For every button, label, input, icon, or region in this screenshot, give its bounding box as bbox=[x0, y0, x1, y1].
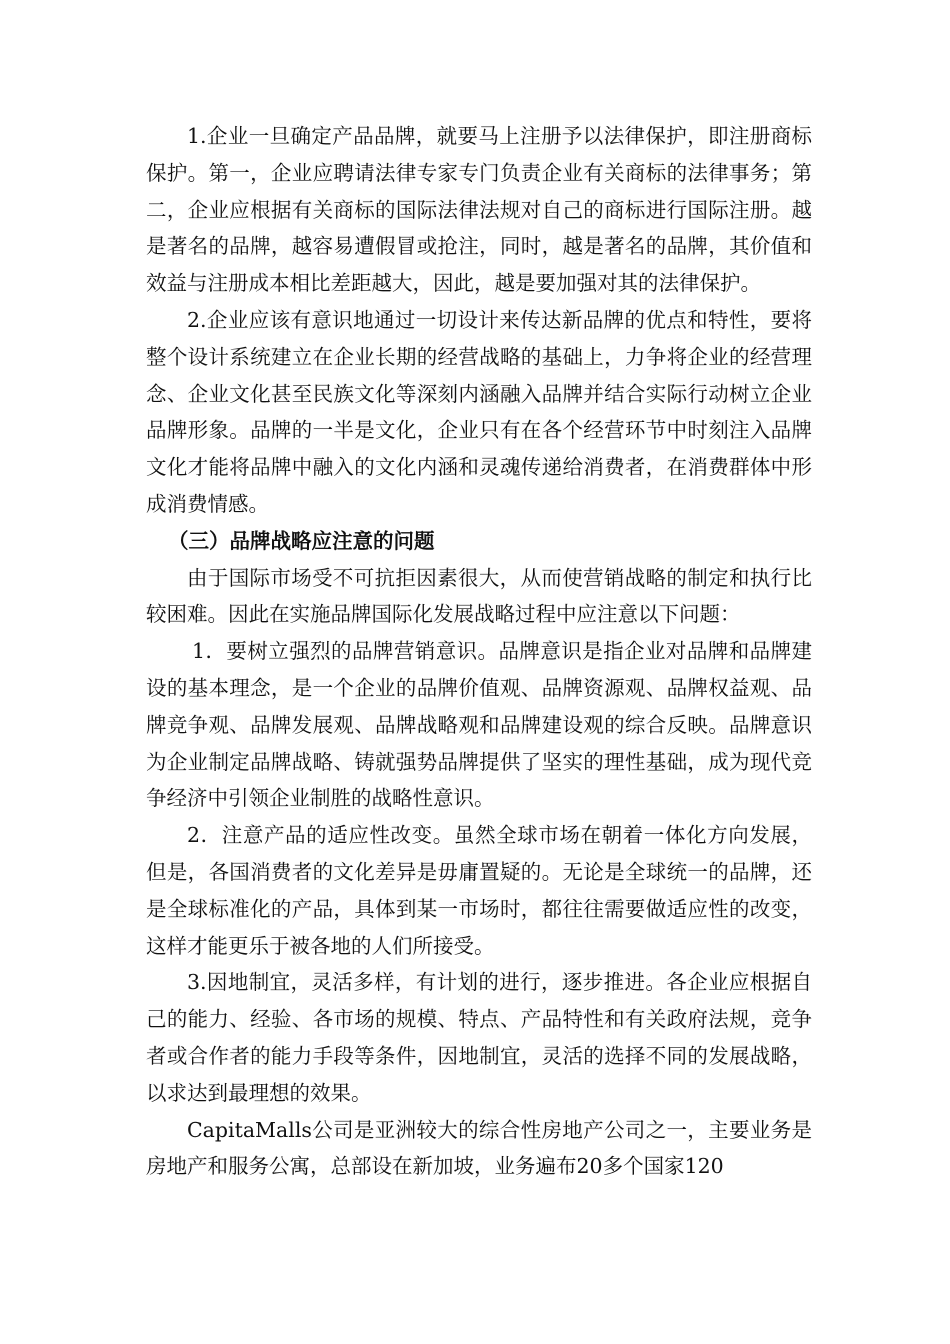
paragraph-capitamalls: CapitaMalls公司是亚洲较大的综合性房地产公司之一，主要业务是房地产和服务公寓，总部设在新加坡，业务遍布20多个国家120 bbox=[146, 1117, 812, 1179]
paragraph-intro: 由于国际市场受不可抗拒因素很大，从而使营销战略的制定和执行比较困难。因此在实施品牌国际化发展战略过程中应注意以下问题： bbox=[146, 565, 812, 627]
paragraph-product-adaptation: 2．注意产品的适应性改变。虽然全球市场在朝着一体化方向发展，但是，各国消费者的文化差异是毋庸置疑的。无论是全球统一的品牌，还是全球标准化的产品，具体到某一市场时，都往往需要做适应性的改变，这样才能更乐于被各地的人们所接受。 bbox=[146, 823, 812, 958]
paragraph-brand-awareness: 1．要树立强烈的品牌营销意识。品牌意识是指企业对品牌和品牌建设的基本理念，是一个企业的品牌价值观、品牌资源观、品牌权益观、品牌竞争观、品牌发展观、品牌战略观和品牌建设观的综合反映。品牌意识为企业制定品牌战略、铸就强势品牌提供了坚实的理性基础，成为现代竞争经济中引领企业制胜的战略性意识。 bbox=[146, 639, 812, 811]
paragraph-local-conditions: 3.因地制宜，灵活多样，有计划的进行，逐步推进。各企业应根据自己的能力、经验、各市场的规模、特点、产品特性和有关政府法规，竞争者或合作者的能力手段等条件，因地制宜，灵活的选择不同的发展战略，以求达到最理想的效果。 bbox=[146, 970, 812, 1105]
section-heading: （三）品牌战略应注意的问题 bbox=[168, 528, 435, 553]
document-body bbox=[146, 118, 812, 1185]
paragraph-trademark-protection: 1.企业一旦确定产品品牌，就要马上注册予以法律保护，即注册商标保护。第一，企业应聘请法律专家专门负责企业有关商标的法律事务；第二，企业应根据有关商标的国际法律法规对自己的商标进行国际注册。越是著名的品牌，越容易遭假冒或抢注，同时，越是著名的品牌，其价值和效益与注册成本相比差距越大，因此，越是要加强对其的法律保护。 bbox=[146, 124, 812, 296]
paragraph-brand-design: 2.企业应该有意识地通过一切设计来传达新品牌的优点和特性，要将整个设计系统建立在企业长期的经营战略的基础上，力争将企业的经营理念、企业文化甚至民族文化等深刻内涵融入品牌并结合实际行动树立企业品牌形象。品牌的一半是文化，企业只有在各个经营环节中时刻注入品牌文化才能将品牌中融入的文化内涵和灵魂传递给消费者，在消费群体中形成消费情感。 bbox=[146, 307, 812, 516]
